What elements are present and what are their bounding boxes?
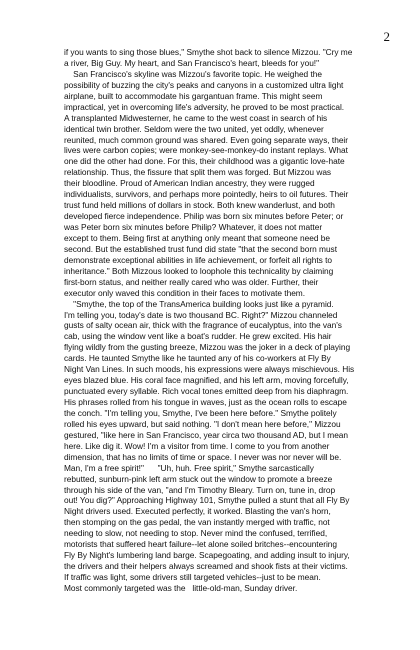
text-line: "Smythe, the top of the TransAmerica building looks just like a pyramid. — [64, 298, 334, 309]
text-line: San Francisco's skyline was Mizzou's favorite topic. He weighed the — [64, 68, 322, 79]
text-line: airplane, built to accommodate his gargantuan frame. This might seem — [64, 90, 323, 101]
text-line: was Peter born six minutes before Philip? Whatever, it does not matter — [64, 222, 323, 232]
text-line: relationship. Thus, the fissure that split them was forged. But Mizzou was — [64, 167, 332, 178]
text-line: Man, I'm a free spirit!" "Uh, huh. Free spirit," Smythe sarcastically — [64, 462, 314, 473]
text-line: cab, using the window vent like a boat's rudder. He grew excited. His hair — [64, 331, 332, 342]
text-line: punctuated every syllable. Rich vocal tones emitted deep from his diaphragm. — [64, 386, 349, 397]
text-line: gusts of salty ocean air, thick with the fragrance of eucalyptus, into the van's — [64, 320, 342, 331]
text-line: second. But the established trust fund did state "that the second born must — [64, 243, 337, 254]
text-line: demonstrate exceptional abilities in life achievement, or forfeit all rights to — [64, 254, 333, 265]
text-line: here. Like dig it. Wow! I'm a visitor from time. I come to you from another — [64, 440, 330, 451]
text-line: Fly By Night's lumbering land barge. Scapegoating, and adding insult to injury, — [64, 550, 350, 561]
text-line: individualists, survivors, and perhaps more pointedly, heirs to oil futures. Their — [64, 189, 349, 200]
text-line: possibility of buzzing the city's peaks and canyons in a customized ultra light — [64, 79, 344, 90]
text-line: first-born status, and neither really cared who was older. Further, their — [64, 276, 319, 287]
text-line: trust fund held millions of dollars in stock. Both knew wanderlust, and both — [64, 200, 335, 211]
text-line: gestured, "like here in San Francisco, year circa two thousand AD, but I mean — [64, 429, 349, 440]
text-line: His phrases rolled from his tongue in waves, just as the ocean rolls to escape — [64, 397, 347, 407]
text-line: except to them. Being first at anything only meant that someone need be — [64, 232, 330, 243]
text-line: identical twin brother. Seldom were the two united, yet oddly, whenever — [64, 123, 324, 134]
text-line: Night drivers used. Executed perfectly, it worked. Blasting the van's horn, — [64, 506, 331, 517]
text-line: executor only waved this condition in their faces to motivate them. — [64, 287, 306, 298]
text-line: Most commonly targeted was the little-old-man, Sunday driver. — [64, 582, 298, 593]
text-line: inheritance." Both Mizzous looked to loophole this technicality by claiming — [64, 265, 334, 276]
text-line: cards. He taunted Smythe like he taunted any of his co-workers at Fly By — [64, 353, 331, 364]
text-line: reunited, much common ground was shared. Even going separate ways, their — [64, 134, 349, 145]
text-line: A transplanted Midwesterner, he came to the west coast in search of his — [64, 112, 328, 123]
text-line: rolled his eyes upward, but said nothing. "I don't mean here before," Mizzou — [64, 418, 341, 429]
text-line: lives were carbon copies; were monkey-see-monkey-do instant replays. What — [64, 145, 348, 156]
text-line: the drivers and their helpers always screamed and shook fists at their victims. — [64, 561, 348, 572]
text-line: flying wildly from the gusting breeze, Mizzou was the joker in a deck of playing — [64, 342, 351, 353]
text-line: out! You dig?" Approaching Highway 101, Smythe pulled a stunt that all Fly By — [64, 495, 350, 506]
text-line: eyes blazed blue. His coral face magnified, and his left arm, moving forcefully, — [64, 375, 349, 386]
body-text — [64, 47, 394, 594]
text-line: then stomping on the gas pedal, the van instantly merged with traffic, not — [64, 517, 330, 528]
text-line: one did the other had done. For this, their childhood was a gigantic love-hate — [64, 156, 345, 167]
text-line: developed fierce independence. Philip was born six minutes before Peter; or — [64, 211, 344, 222]
text-line: if you wants to sing those blues," Smythe shot back to silence Mizzou. "Cry me — [64, 47, 353, 57]
text-line: If traffic was light, some drivers still targeted vehicles--just to be mean. — [64, 572, 321, 582]
text-line: needing to slow, not needing to stop. Never mind the confused, terrified, — [64, 528, 328, 539]
text-line: I'm telling you, today's date is two thousand BC. Right?" Mizzou channeled — [64, 309, 338, 320]
text-line: the conch. "I'm telling you, Smythe, I've been here before." Smythe politely — [64, 407, 337, 418]
text-line: Night Van Lines. In such moods, his expressions were always mischievous. His — [64, 364, 355, 375]
text-line: dimension, that has no limits of time or space. I never was nor never will be. — [64, 451, 342, 462]
page-number: 2 — [383, 29, 390, 44]
text-line: rebutted, sunburn-pink left arm stuck out the window to promote a breeze — [64, 473, 333, 484]
text-line: a river, Big Guy. My heart, and San Francisco's heart, bleeds for you!" — [64, 57, 320, 68]
text-line: motorists that suffered heart failure--let alone soiled britches--encountering — [64, 539, 337, 550]
text-line: through his side of the van, "and I'm Timothy Bleary. Turn on, tune in, drop — [64, 484, 336, 495]
text-line: impractical, yet in overcoming life's adversity, he proved to be most practical. — [64, 101, 345, 112]
text-line: their bloodline. Proud of American Indian ancestry, they were rugged — [64, 178, 315, 189]
